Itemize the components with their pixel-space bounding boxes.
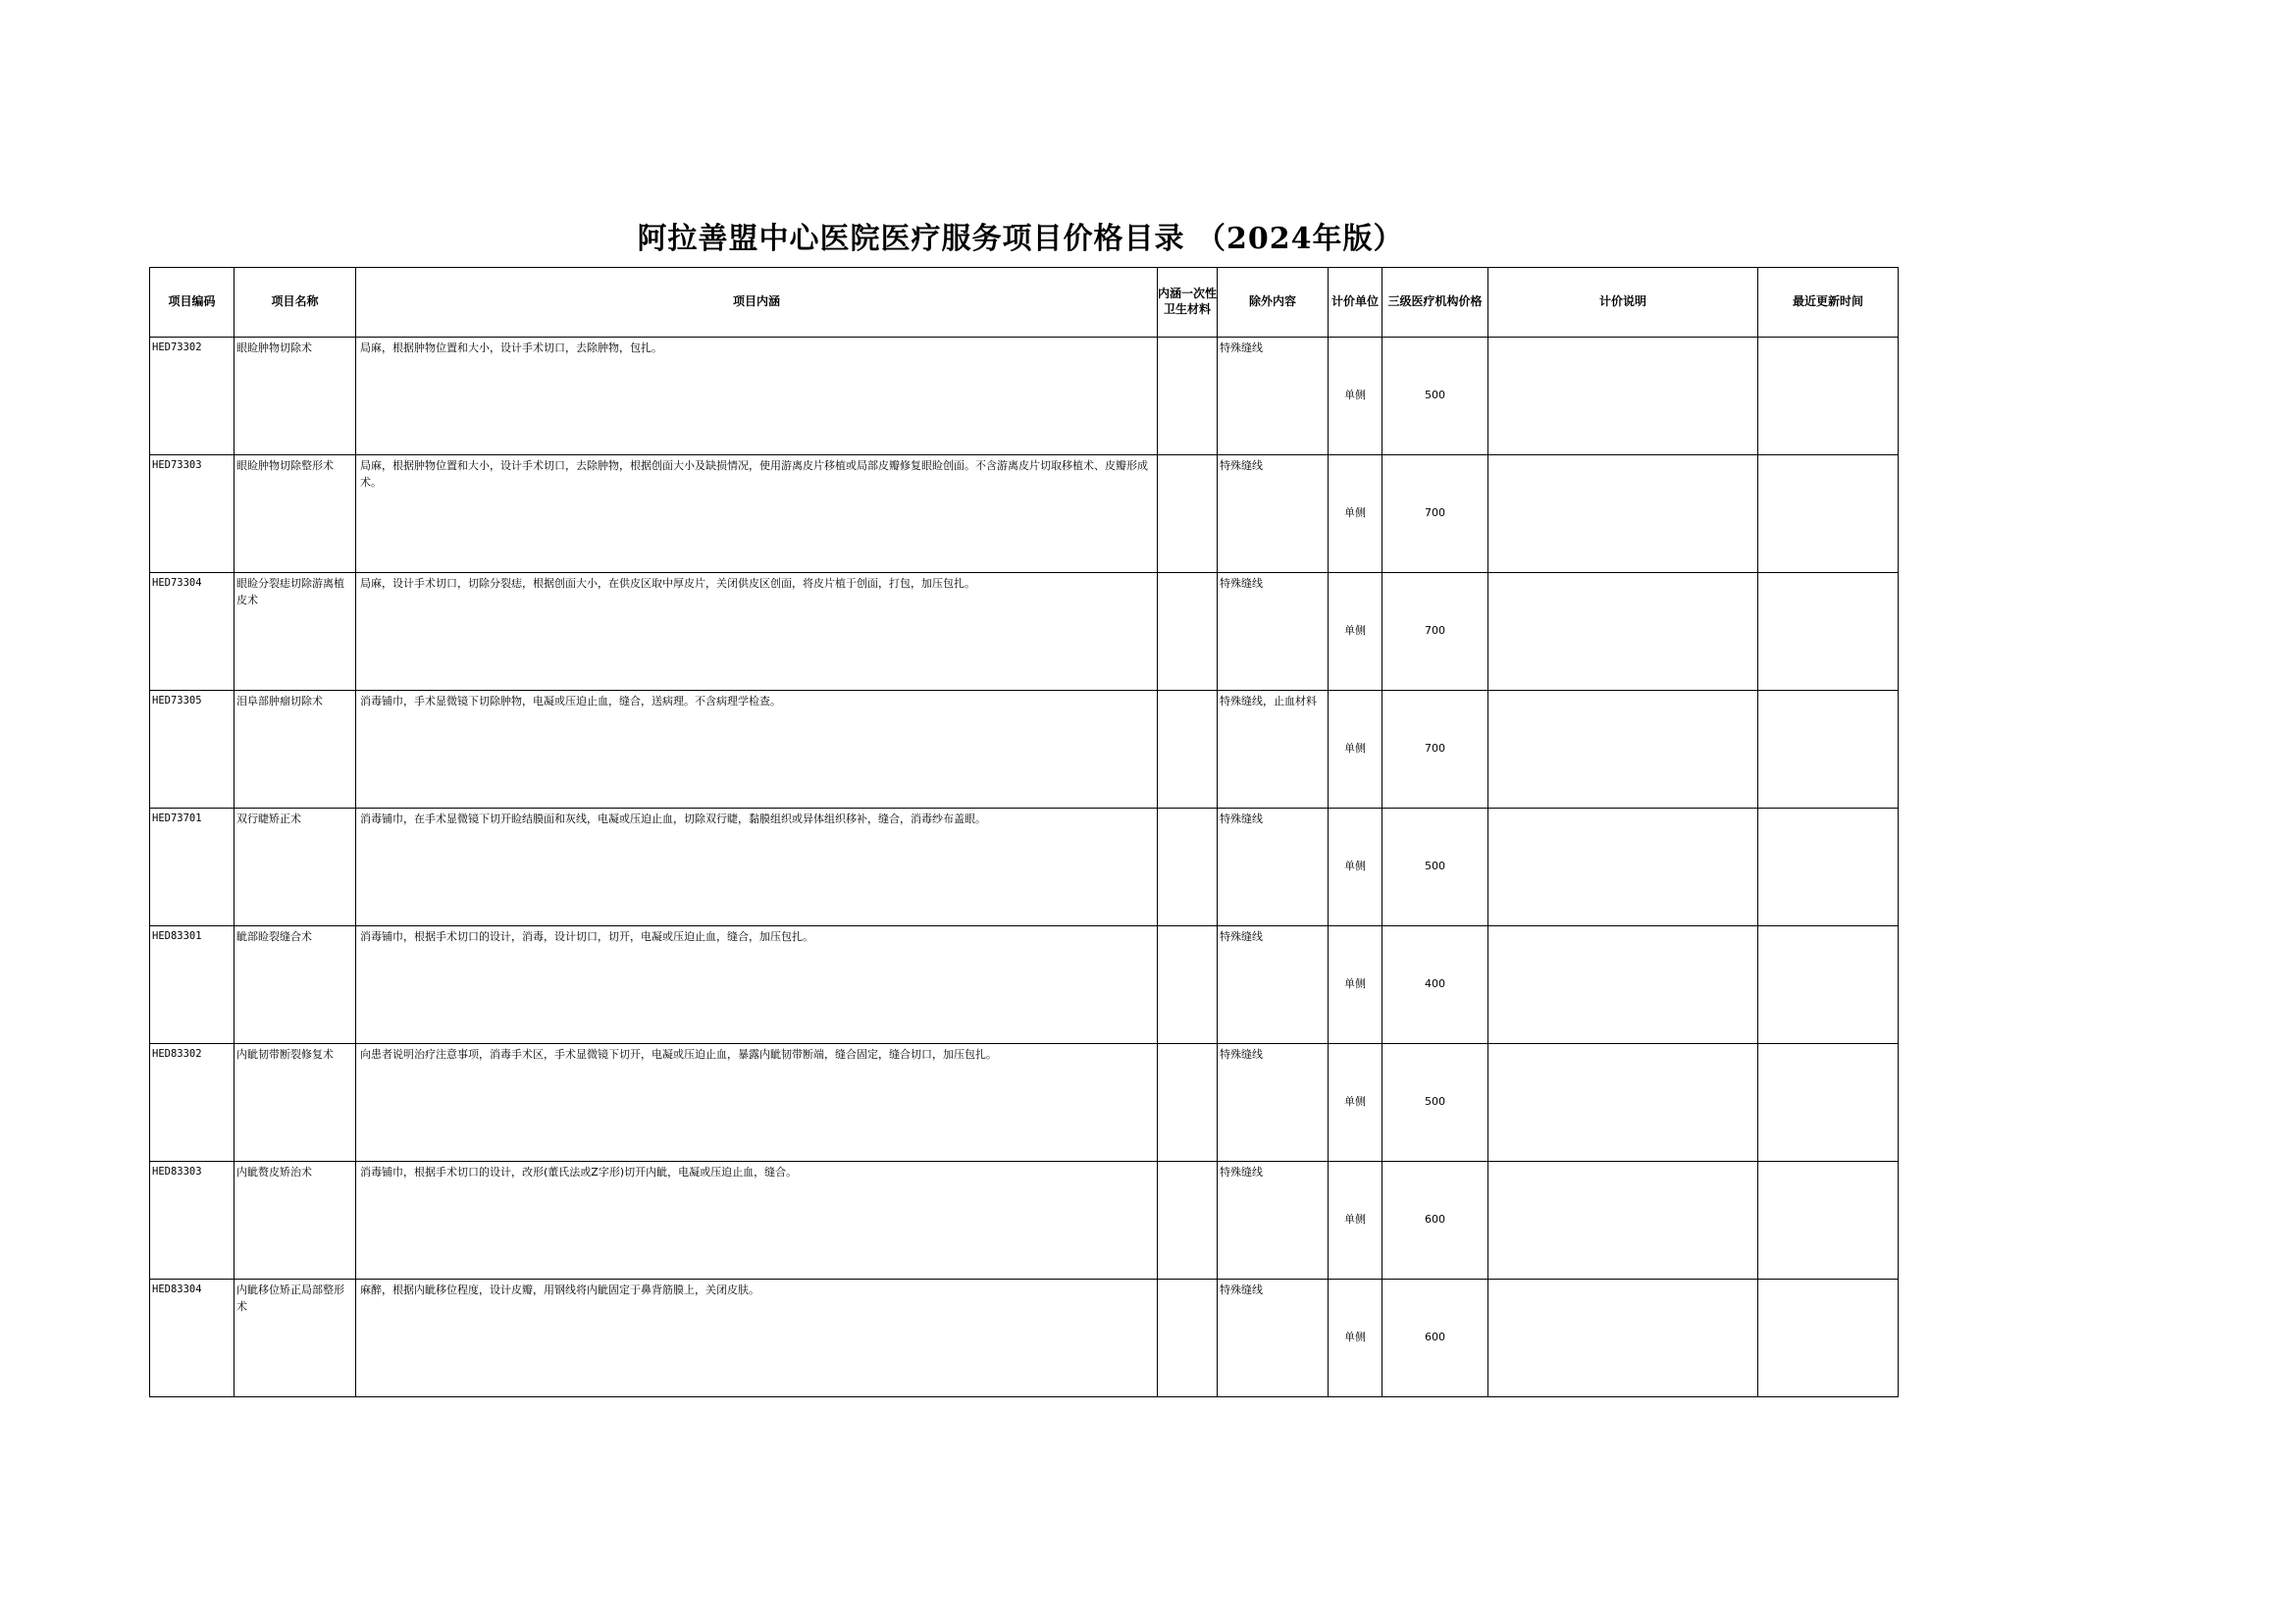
row-updated [1758, 809, 1899, 926]
row-materials [1158, 1162, 1218, 1280]
header-code: 项目编码 [150, 268, 235, 338]
table-row [150, 338, 1899, 455]
row-unit: 单侧 [1329, 1044, 1382, 1162]
row-code: HED73305 [150, 691, 235, 809]
row-name: 内眦赘皮矫治术 [235, 1162, 356, 1280]
row-note [1488, 691, 1758, 809]
row-excluded: 特殊缝线 [1218, 455, 1329, 573]
row-materials [1158, 1044, 1218, 1162]
row-content: 局麻，根据肿物位置和大小，设计手术切口，去除肿物，根据创面大小及缺损情况，使用游离皮片移植或局部皮瓣修复眼睑创面。不含游离皮片切取移植术、皮瓣形成术。 [356, 455, 1158, 573]
row-price: 600 [1382, 1280, 1488, 1397]
table-row [150, 809, 1899, 926]
table-row [150, 573, 1899, 691]
row-price: 500 [1382, 809, 1488, 926]
row-content: 局麻，设计手术切口，切除分裂痣，根据创面大小，在供皮区取中厚皮片，关闭供皮区创面，将皮片植于创面，打包，加压包扎。 [356, 573, 1158, 691]
row-excluded: 特殊缝线 [1218, 573, 1329, 691]
row-name: 眼睑分裂痣切除游离植皮术 [235, 573, 356, 691]
row-name: 眼睑肿物切除术 [235, 338, 356, 455]
row-updated [1758, 573, 1899, 691]
table-row [150, 1162, 1899, 1280]
row-content: 消毒铺巾，根据手术切口的设计，改形(董氏法或Z字形)切开内眦，电凝或压迫止血，缝合。 [356, 1162, 1158, 1280]
row-unit: 单侧 [1329, 338, 1382, 455]
row-code: HED73701 [150, 809, 235, 926]
row-unit: 单侧 [1329, 573, 1382, 691]
price-table [149, 267, 1899, 1397]
row-price: 700 [1382, 691, 1488, 809]
header-materials: 内涵一次性卫生材料 [1158, 268, 1218, 338]
row-name: 泪阜部肿瘤切除术 [235, 691, 356, 809]
row-unit: 单侧 [1329, 455, 1382, 573]
row-note [1488, 1044, 1758, 1162]
row-materials [1158, 573, 1218, 691]
page-title: 阿拉善盟中心医院医疗服务项目价格目录 （2024年版） [637, 222, 1404, 256]
row-excluded: 特殊缝线 [1218, 1162, 1329, 1280]
header-unit: 计价单位 [1329, 268, 1382, 338]
row-updated [1758, 455, 1899, 573]
table-row [150, 691, 1899, 809]
table-row [150, 926, 1899, 1044]
row-excluded: 特殊缝线 [1218, 809, 1329, 926]
row-name: 内眦移位矫正局部整形术 [235, 1280, 356, 1397]
row-materials [1158, 926, 1218, 1044]
row-unit: 单侧 [1329, 691, 1382, 809]
row-excluded: 特殊缝线 [1218, 1280, 1329, 1397]
row-materials [1158, 455, 1218, 573]
row-price: 400 [1382, 926, 1488, 1044]
row-note [1488, 455, 1758, 573]
row-unit: 单侧 [1329, 1280, 1382, 1397]
row-code: HED83304 [150, 1280, 235, 1397]
row-name: 双行睫矫正术 [235, 809, 356, 926]
row-content: 麻醉，根据内眦移位程度，设计皮瓣，用钢线将内眦固定于鼻背筋膜上，关闭皮肤。 [356, 1280, 1158, 1397]
row-materials [1158, 1280, 1218, 1397]
row-content: 局麻，根据肿物位置和大小，设计手术切口，去除肿物，包扎。 [356, 338, 1158, 455]
row-materials [1158, 338, 1218, 455]
row-name: 内眦韧带断裂修复术 [235, 1044, 356, 1162]
row-excluded: 特殊缝线，止血材料 [1218, 691, 1329, 809]
row-unit: 单侧 [1329, 809, 1382, 926]
row-price: 500 [1382, 1044, 1488, 1162]
row-content: 消毒铺巾，根据手术切口的设计，消毒，设计切口，切开，电凝或压迫止血，缝合，加压包扎。 [356, 926, 1158, 1044]
row-excluded: 特殊缝线 [1218, 1044, 1329, 1162]
row-code: HED83302 [150, 1044, 235, 1162]
table-header-row [150, 268, 1899, 338]
header-name: 项目名称 [235, 268, 356, 338]
row-note [1488, 338, 1758, 455]
header-note: 计价说明 [1488, 268, 1758, 338]
row-materials [1158, 809, 1218, 926]
row-price: 500 [1382, 338, 1488, 455]
header-excluded: 除外内容 [1218, 268, 1329, 338]
row-code: HED73302 [150, 338, 235, 455]
row-price: 700 [1382, 573, 1488, 691]
row-updated [1758, 691, 1899, 809]
row-updated [1758, 1162, 1899, 1280]
row-content: 向患者说明治疗注意事项，消毒手术区，手术显微镜下切开，电凝或压迫止血，暴露内眦韧带断端，缝合固定，缝合切口，加压包扎。 [356, 1044, 1158, 1162]
row-updated [1758, 1280, 1899, 1397]
table-row [150, 1044, 1899, 1162]
row-content: 消毒铺巾，在手术显微镜下切开睑结膜面和灰线，电凝或压迫止血，切除双行睫，黏膜组织或异体组织移补，缝合，消毒纱布盖眼。 [356, 809, 1158, 926]
row-note [1488, 1280, 1758, 1397]
row-code: HED73304 [150, 573, 235, 691]
row-price: 700 [1382, 455, 1488, 573]
row-code: HED83301 [150, 926, 235, 1044]
row-content: 消毒铺巾，手术显微镜下切除肿物，电凝或压迫止血，缝合，送病理。不含病理学检查。 [356, 691, 1158, 809]
row-name: 眼睑肿物切除整形术 [235, 455, 356, 573]
row-note [1488, 1162, 1758, 1280]
row-note [1488, 573, 1758, 691]
row-materials [1158, 691, 1218, 809]
row-unit: 单侧 [1329, 1162, 1382, 1280]
row-updated [1758, 338, 1899, 455]
row-updated [1758, 1044, 1899, 1162]
row-excluded: 特殊缝线 [1218, 926, 1329, 1044]
header-updated: 最近更新时间 [1758, 268, 1899, 338]
row-price: 600 [1382, 1162, 1488, 1280]
table-row [150, 455, 1899, 573]
table-row [150, 1280, 1899, 1397]
row-code: HED83303 [150, 1162, 235, 1280]
row-code: HED73303 [150, 455, 235, 573]
row-excluded: 特殊缝线 [1218, 338, 1329, 455]
row-updated [1758, 926, 1899, 1044]
header-price: 三级医疗机构价格 [1382, 268, 1488, 338]
row-note [1488, 926, 1758, 1044]
row-name: 眦部睑裂缝合术 [235, 926, 356, 1044]
row-unit: 单侧 [1329, 926, 1382, 1044]
header-content: 项目内涵 [356, 268, 1158, 338]
row-note [1488, 809, 1758, 926]
